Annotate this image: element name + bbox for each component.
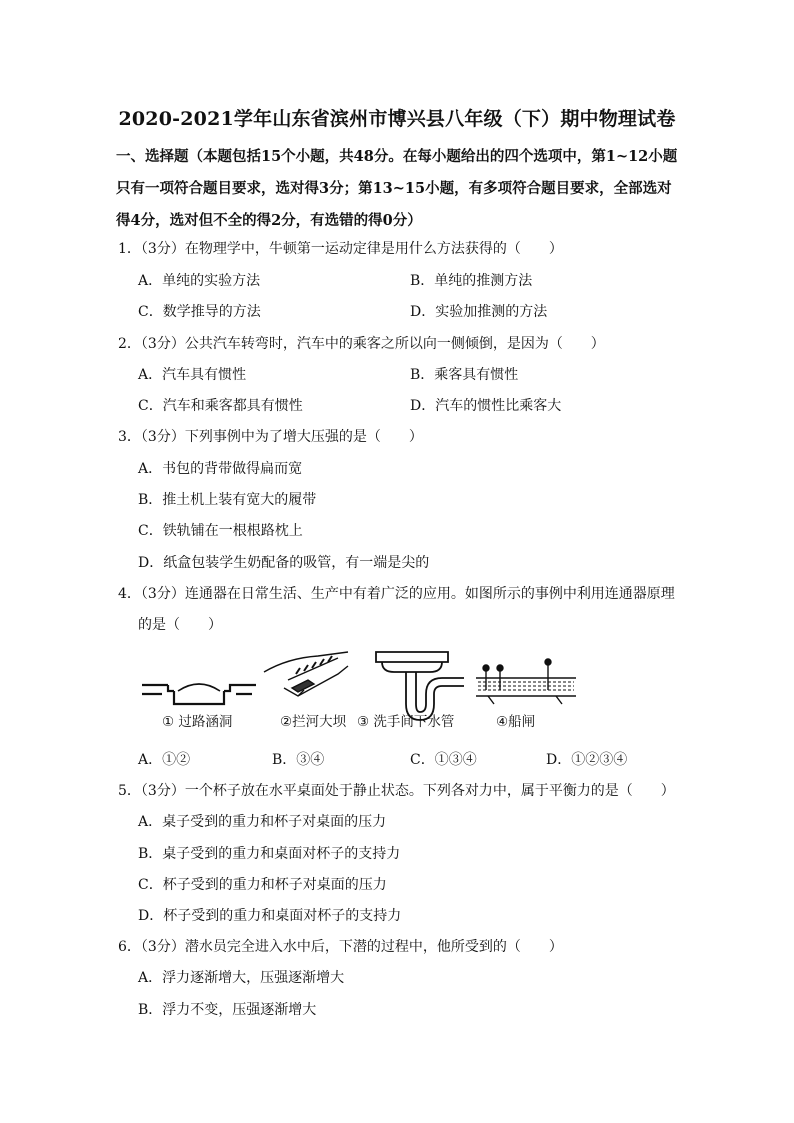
question-1-option-b: B．单纯的推测方法 — [410, 273, 533, 289]
lock-figure — [476, 659, 576, 704]
question-4-option-b: B．③④ — [272, 752, 325, 768]
question-2-option-b: B．乘客具有惯性 — [410, 367, 519, 383]
question-3-option-b: B．推土机上装有宽大的履带 — [138, 492, 317, 508]
question-2-option-c: C．汽车和乘客都具有惯性 — [138, 398, 303, 414]
question-1-option-c: C．数学推导的方法 — [138, 304, 261, 320]
figure-caption-1: ① 过路涵洞 — [162, 714, 233, 730]
figure-caption-2: ②拦河大坝 — [280, 714, 347, 730]
question-4-option-a: A．①② — [138, 752, 191, 768]
question-5-option-b: B．桌子受到的重力和桌面对杯子的支持力 — [138, 846, 401, 862]
question-6-option-b: B．浮力不变，压强逐渐增大 — [138, 1002, 317, 1018]
figure-caption-4: ④船闸 — [496, 714, 536, 730]
question-1-stem: 1．（3分）在物理学中，牛顿第一运动定律是用什么方法获得的（ ） — [118, 241, 563, 257]
section-heading: 一、选择题（本题包括15个小题，共48分。在每小题给出的四个选项中，第1~12小题只有一项符合题目要求，选对得3分；第13~15小题，有多项符合题目要求，全部选对得4分，选对但不全的得2分，有选错的得0分） — [116, 148, 678, 229]
question-4-option-c: C．①③④ — [410, 752, 477, 768]
question-5-option-d: D．杯子受到的重力和桌面对杯子的支持力 — [138, 908, 402, 924]
question-2-stem: 2．（3分）公共汽车转弯时，汽车中的乘客之所以向一侧倾倒，是因为（ ） — [118, 336, 605, 352]
question-2-option-d: D．汽车的惯性比乘客大 — [410, 398, 562, 414]
culvert-figure — [142, 684, 256, 704]
question-1-option-d: D．实验加推测的方法 — [410, 304, 548, 320]
question-5-option-a: A．桌子受到的重力和杯子对桌面的压力 — [138, 814, 387, 830]
dam-figure — [264, 652, 348, 696]
question-1-option-a: A．单纯的实验方法 — [138, 273, 261, 289]
question-3-option-c: C．铁轨铺在一根根路枕上 — [138, 523, 303, 539]
question-5-option-c: C．杯子受到的重力和杯子对桌面的压力 — [138, 877, 387, 893]
question-3-stem: 3．（3分）下列事例中为了增大压强的是（ ） — [118, 429, 423, 445]
question-3-option-d: D．纸盒包装学生奶配备的吸管，有一端是尖的 — [138, 555, 430, 571]
question-4-stem-line1: 4．（3分）连通器在日常生活、生产中有着广泛的应用。如图所示的事例中利用连通器原理 — [118, 586, 675, 602]
page-title: 2020-2021学年山东省滨州市博兴县八年级（下）期中物理试卷 — [118, 108, 676, 130]
figure-caption-3: ③ 洗手间下水管 — [357, 714, 455, 730]
question-4-option-d: D．①②③④ — [546, 752, 628, 768]
question-4-stem-line2: 的是（ ） — [138, 617, 222, 633]
question-6-option-a: A．浮力逐渐增大，压强逐渐增大 — [138, 970, 345, 986]
question-3-option-a: A．书包的背带做得扁而宽 — [138, 461, 303, 477]
question-5-stem: 5．（3分）一个杯子放在水平桌面处于静止状态。下列各对力中，属于平衡力的是（ ） — [118, 783, 675, 799]
question-6-stem: 6．（3分）潜水员完全进入水中后，下潜的过程中，他所受到的（ ） — [118, 939, 563, 955]
question-2-option-a: A．汽车具有惯性 — [138, 367, 247, 383]
